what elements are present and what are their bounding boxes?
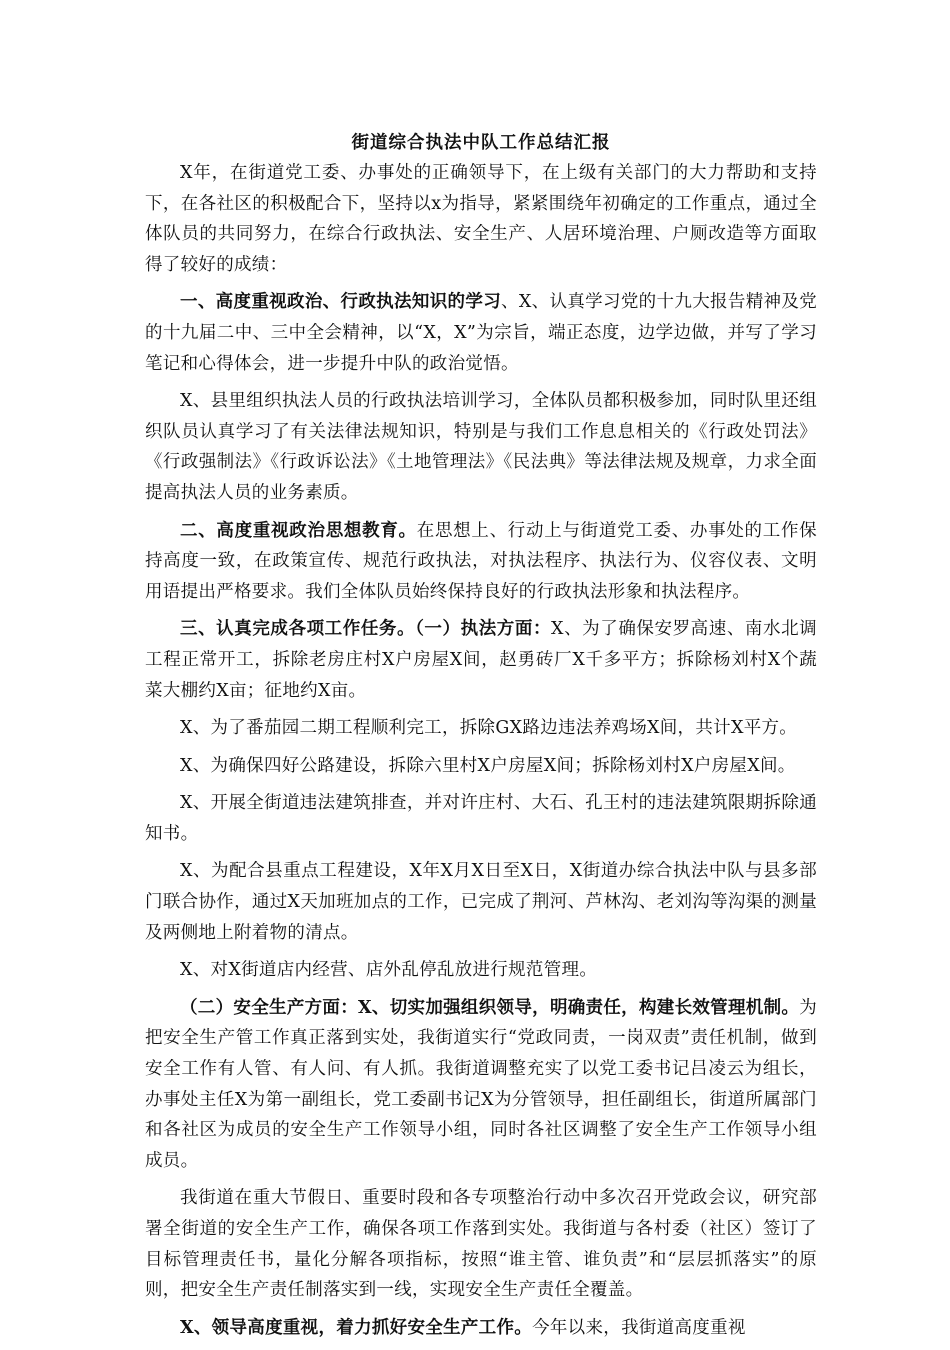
paragraph <box>145 1183 817 1305</box>
paragraph-text: 为把安全生产管工作真正落到实处，我街道实行“党政同责，一岗双责”责任机制，做到安全工作有人管、有人问、有人抓。我街道调整充实了以党工委书记吕凌云为组长，办事处主任X为第一副组长，党工委副书记X为分管领导，担任副组长，街道所属部门和各社区为成员的安全生产工作领导小组，同时各社区调整了安全生产工作领导小组成员。 <box>145 997 817 1171</box>
paragraph-heading: 二、高度重视政治思想教育。 <box>180 520 417 541</box>
paragraph <box>145 614 817 706</box>
paragraph-text: X、开展全街道违法建筑排查，并对许庄村、大石、孔王村的违法建筑限期拆除通知书。 <box>145 793 817 844</box>
paragraph-heading: （二）安全生产方面：X、切实加强组织领导，明确责任，构建长效管理机制。 <box>180 997 800 1018</box>
paragraph-text: 我街道在重大节假日、重要时段和各专项整治行动中多次召开党政会议，研究部署全街道的安全生产工作，确保各项工作落到实处。我街道与各村委（社区）签订了目标管理责任书，量化分解各项指标，按照“谁主管、谁负责”和“层层抓落实”的原则，把安全生产责任制落实到一线，实现安全生产责任全覆盖。 <box>145 1188 817 1301</box>
paragraph <box>145 1313 817 1344</box>
paragraph <box>145 516 817 608</box>
paragraph-text: X年，在街道党工委、办事处的正确领导下，在上级有关部门的大力帮助和支持下，在各社区的积极配合下，坚持以x为指导，紧紧围绕年初确定的工作重点，通过全体队员的共同努力，在综合行政执法、安全生产、人居环境治理、户厕改造等方面取得了较好的成绩： <box>145 163 817 275</box>
paragraph <box>145 955 817 986</box>
paragraph-text: X、为确保四好公路建设，拆除六里村X户房屋X间；拆除杨刘村X户房屋X间。 <box>180 755 796 776</box>
paragraph-heading: X、领导高度重视，着力抓好安全生产工作。 <box>180 1317 533 1338</box>
paragraph-text: X、为了番茄园二期工程顺利完工，拆除GX路边违法养鸡场X间，共计X平方。 <box>180 718 798 739</box>
paragraph <box>145 993 817 1177</box>
paragraph <box>145 287 817 379</box>
paragraph-text: 今年以来，我街道高度重视 <box>532 1317 746 1338</box>
paragraph <box>145 788 817 849</box>
paragraph-text: X、对X街道店内经营、店外乱停乱放进行规范管理。 <box>180 960 598 981</box>
document-title: 街道综合执法中队工作总结汇报 <box>351 133 611 153</box>
paragraph-text: X、县里组织执法人员的行政执法培训学习，全体队员都积极参加，同时队里还组织队员认真学习了有关法律法规知识，特别是与我们工作息息相关的《行政处罚法》《行政强制法》《行政诉讼法》《土地管理法》《民法典》等法律法规及规章，力求全面提高执法人员的业务素质。 <box>145 391 817 503</box>
paragraph <box>145 158 817 280</box>
paragraph <box>145 386 817 508</box>
document-body <box>145 128 817 1350</box>
paragraph-text: X、为配合县重点工程建设，X年X月X日至X日，X街道办综合执法中队与县多部门联合协作，通过X天加班加点的工作，已完成了荆河、芦林沟、老刘沟等沟渠的测量及两侧地上附着物的清点。 <box>145 861 817 943</box>
paragraph <box>145 713 817 744</box>
paragraph-heading: 一、高度重视政治、行政执法知识的学习 <box>180 292 502 313</box>
paragraph <box>145 856 817 948</box>
paragraph-heading: 三、认真完成各项工作任务。（一）执法方面： <box>180 619 552 640</box>
paragraph-text: X、为了确保安罗高速、南水北调工程正常开工，拆除老房庄村X户房屋X间，赵勇砖厂X千多平方；拆除杨刘村X个蔬菜大棚约X亩；征地约X亩。 <box>145 619 817 701</box>
paragraph <box>145 751 817 782</box>
paragraph-text: 、X、认真学习党的十九大报告精神及党的十九届二中、三中全会精神，以“X，X”为宗旨，端正态度，边学边做，并写了学习笔记和心得体会，进一步提升中队的政治觉悟。 <box>145 292 818 374</box>
paragraph-text: 在思想上、行动上与街道党工委、办事处的工作保持高度一致，在政策宣传、规范行政执法，对执法程序、执法行为、仪容仪表、文明用语提出严格要求。我们全体队员始终保持良好的行政执法形象和执法程序。 <box>145 520 817 602</box>
